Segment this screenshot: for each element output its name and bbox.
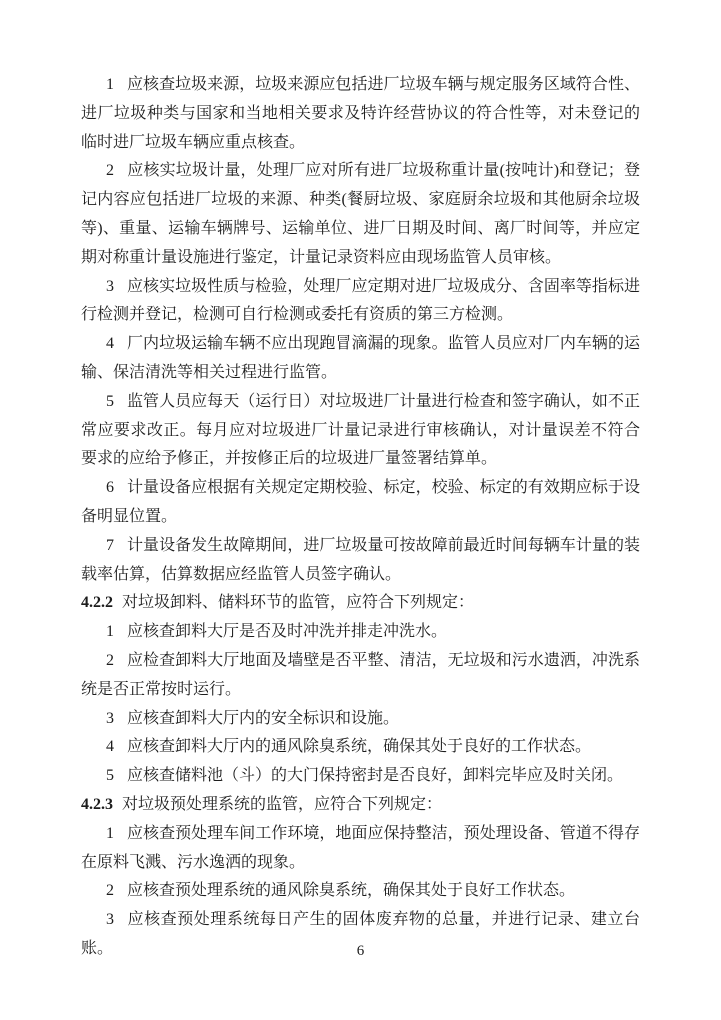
clause-item (81, 330, 640, 388)
heading-text: 对垃圾预处理系统的监管，应符合下列规定： (122, 795, 443, 813)
clause-item (81, 762, 640, 791)
item-number: 2 (106, 882, 114, 900)
item-number: 3 (106, 911, 114, 929)
item-number: 5 (106, 392, 114, 410)
item-text: 应核查预处理系统的通风除臭系统，确保其处于良好工作状态。 (127, 882, 576, 900)
item-text: 厂内垃圾运输车辆不应出现跑冒滴漏的现象。监管人员应对厂内车辆的运输、保洁清洗等相关过程进行监管。 (81, 335, 640, 381)
item-text: 应核查预处理系统每日产生的固体废弃物的总量，并进行记录、建立台账。 (81, 911, 640, 957)
item-number: 1 (106, 76, 114, 93)
clause-item (81, 273, 640, 331)
item-number: 6 (106, 479, 114, 497)
item-text: 应核实垃圾计量，处理厂应对所有进厂垃圾称重计量(按吨计)和登记；登记内容应包括进厂垃圾的来源、种类(餐厨垃圾、家庭厨余垃圾和其他厨余垃圾等)、重量、运输车辆牌号、运输单位、进厂日期及时间、离厂时间等，并应定期对称重计量设施进行鉴定，计量记录资料应由现场监管人员审核。 (81, 162, 640, 266)
item-text: 应核查垃圾来源，垃圾来源应包括进厂垃圾车辆与规定服务区域符合性、进厂垃圾种类与国家和当地相关要求及特许经营协议的符合性等，对未登记的临时进厂垃圾车辆应重点核查。 (81, 76, 640, 151)
clause-item (81, 157, 640, 272)
item-number: 7 (106, 536, 114, 554)
item-text: 应核查储料池（斗）的大门保持密封是否良好，卸料完毕应及时关闭。 (127, 767, 624, 785)
item-text: 应核查预处理车间工作环境，地面应保持整洁，预处理设备、管道不得存在原料飞溅、污水逸洒的现象。 (81, 824, 640, 871)
clause-item (81, 647, 640, 705)
clause-item (81, 474, 640, 532)
item-text: 计量设备发生故障期间，进厂垃圾量可按故障前最近时间每辆车计量的装载率估算，估算数据应经监管人员签字确认。 (81, 536, 640, 583)
clause-item (81, 820, 640, 878)
item-text: 应核查卸料大厅是否及时冲洗并排走冲洗水。 (127, 623, 448, 641)
clause-item (81, 705, 640, 734)
clause-item (81, 877, 640, 906)
item-text: 应核查卸料大厅内的安全标识和设施。 (127, 709, 400, 727)
item-text: 计量设备应根据有关规定定期校验、标定，校验、标定的有效期应标于设备明显位置。 (81, 479, 640, 525)
item-number: 4 (106, 335, 114, 353)
item-number: 5 (106, 767, 114, 785)
page-number: 6 (356, 943, 365, 959)
item-number: 2 (106, 651, 114, 669)
clause-number: 4.2.2 (81, 594, 113, 612)
clause-item (81, 388, 640, 474)
page-content (81, 71, 640, 964)
item-number: 1 (106, 623, 114, 641)
clause-heading (81, 589, 640, 618)
item-number: 2 (106, 162, 114, 180)
item-text: 应核实垃圾性质与检验，处理厂应定期对进厂垃圾成分、含固率等指标进行检测并登记，检测可自行检测或委托有资质的第三方检测。 (81, 277, 640, 324)
clause-heading (81, 791, 640, 820)
item-text: 监管人员应每天（运行日）对垃圾进厂计量进行检查和签字确认，如不正常应要求改正。每月应对垃圾进厂计量记录进行审核确认，对计量误差不符合要求的应给予修正，并按修正后的垃圾进厂量签署结算单。 (81, 392, 640, 468)
item-number: 3 (106, 277, 114, 295)
item-number: 3 (106, 709, 114, 727)
item-text: 应核查卸料大厅内的通风除臭系统，确保其处于良好的工作状态。 (127, 738, 592, 756)
heading-text: 对垃圾卸料、储料环节的监管，应符合下列规定： (122, 594, 475, 612)
item-number: 4 (106, 738, 114, 756)
item-text: 应检查卸料大厅地面及墙壁是否平整、清洁，无垃圾和污水遗洒，冲洗系统是否正常按时运行。 (81, 651, 640, 698)
clause-number: 4.2.3 (81, 795, 113, 813)
clause-item (81, 532, 640, 590)
clause-item (81, 71, 640, 157)
clause-item (81, 733, 640, 762)
item-number: 1 (106, 824, 114, 842)
clause-item (81, 618, 640, 647)
